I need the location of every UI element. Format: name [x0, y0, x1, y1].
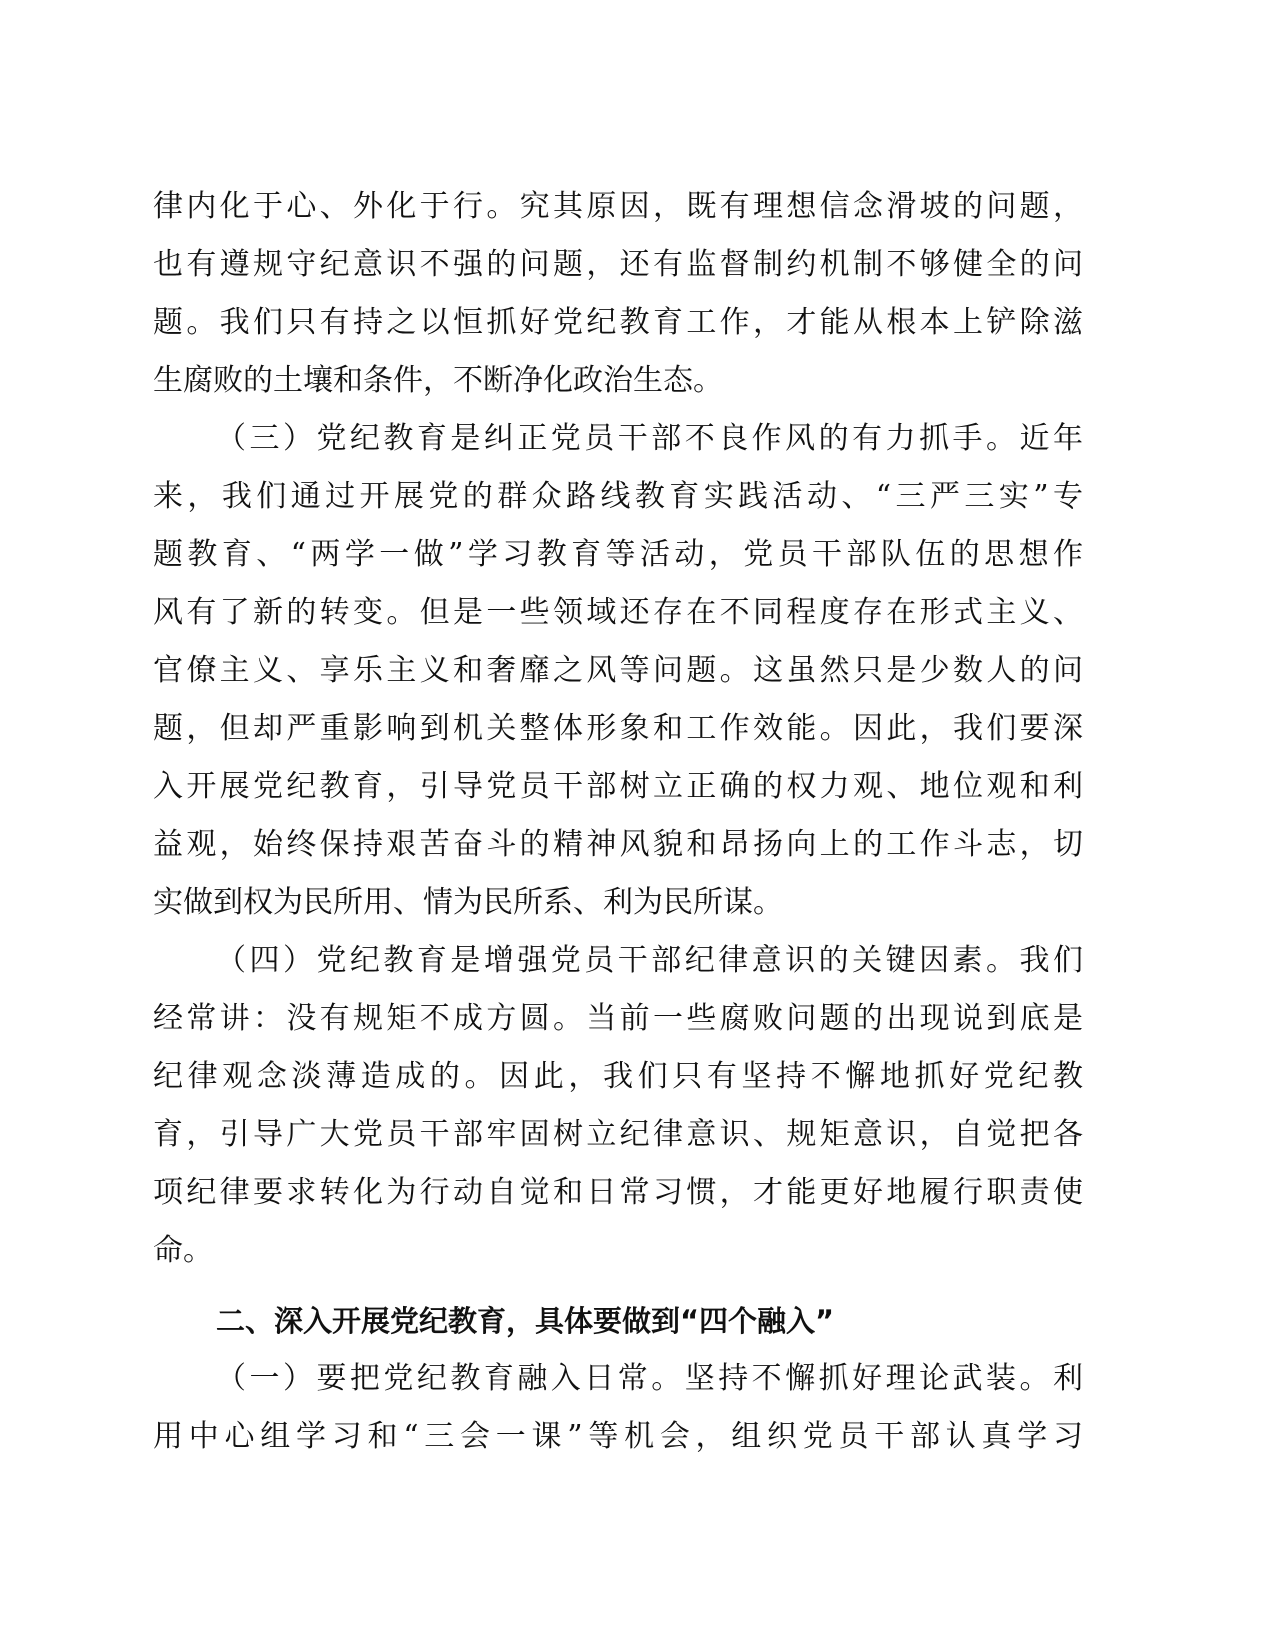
text-line: 入开展党纪教育，引导党员干部树立正确的权力观、地位观和利 [153, 769, 1083, 804]
section-heading: 二、深入开展党纪教育，具体要做到“四个融入” [216, 1304, 835, 1338]
document-body [153, 178, 1083, 1466]
text-line: 育，引导广大党员干部牢固树立纪律意识、规矩意识，自觉把各 [153, 1117, 1083, 1152]
text-line: 题。我们只有持之以恒抓好党纪教育工作，才能从根本上铲除滋 [153, 305, 1083, 340]
text-line: 官僚主义、享乐主义和奢靡之风等问题。这虽然只是少数人的问 [153, 653, 1083, 688]
text-line: 用中心组学习和“三会一课”等机会，组织党员干部认真学习 [153, 1419, 1083, 1454]
text-line: 益观，始终保持艰苦奋斗的精神风貌和昂扬向上的工作斗志，切 [153, 827, 1083, 862]
text-line: 生腐败的土壤和条件，不断净化政治生态。 [153, 363, 723, 398]
paragraph-start-line: （三）党纪教育是纠正党员干部不良作风的有力抓手。近年 [216, 421, 1083, 456]
text-line: 纪律观念淡薄造成的。因此，我们只有坚持不懈地抓好党纪教 [153, 1059, 1083, 1094]
text-line: 项纪律要求转化为行动自觉和日常习惯，才能更好地履行职责使 [153, 1175, 1083, 1210]
text-line: 命。 [153, 1233, 213, 1268]
paragraph-start-line: （一）要把党纪教育融入日常。坚持不懈抓好理论武装。利 [216, 1361, 1083, 1396]
text-line: 风有了新的转变。但是一些领域还存在不同程度存在形式主义、 [153, 595, 1083, 630]
text-line: 题教育、“两学一做”学习教育等活动，党员干部队伍的思想作 [153, 537, 1083, 572]
text-line: 来，我们通过开展党的群众路线教育实践活动、“三严三实”专 [153, 479, 1083, 514]
paragraph-start-line: （四）党纪教育是增强党员干部纪律意识的关键因素。我们 [216, 943, 1083, 978]
text-line: 经常讲：没有规矩不成方圆。当前一些腐败问题的出现说到底是 [153, 1001, 1083, 1036]
text-line: 题，但却严重影响到机关整体形象和工作效能。因此，我们要深 [153, 711, 1083, 746]
text-line: 实做到权为民所用、情为民所系、利为民所谋。 [153, 885, 783, 920]
text-line: 律内化于心、外化于行。究其原因，既有理想信念滑坡的问题， [153, 189, 1083, 224]
text-line: 也有遵规守纪意识不强的问题，还有监督制约机制不够健全的问 [153, 247, 1083, 282]
